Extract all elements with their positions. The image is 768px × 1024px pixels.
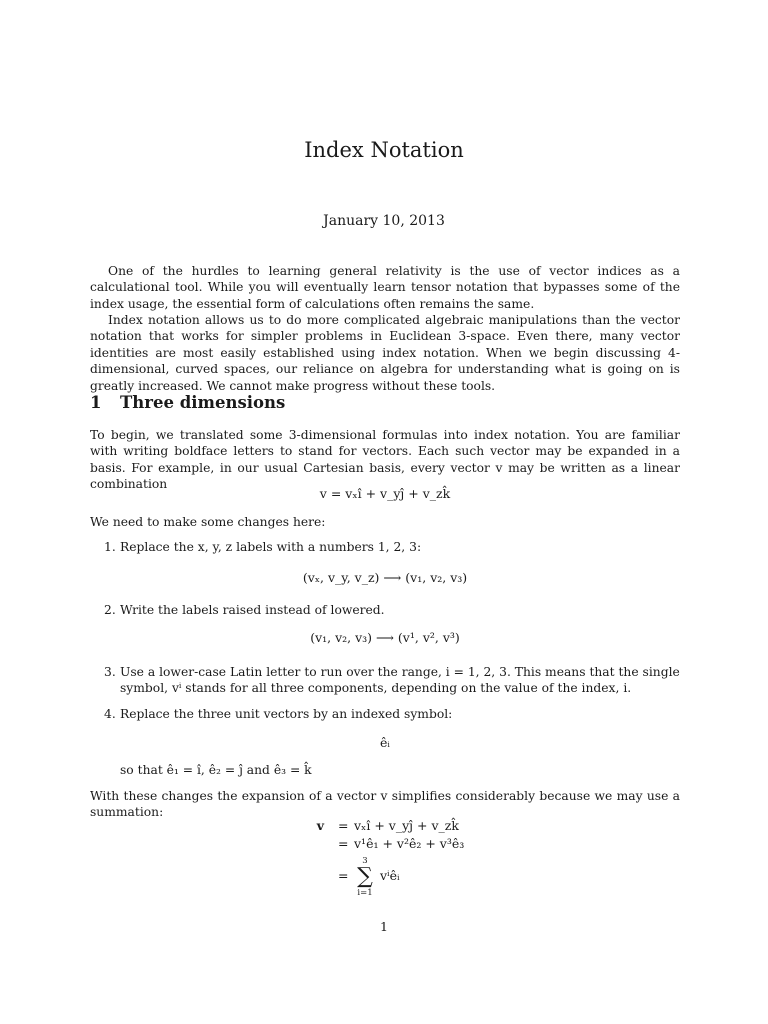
list-item-text: Replace the x, y, z labels with a numbers 1, 2, 3: <box>120 540 422 554</box>
equals-sign: = <box>338 836 349 851</box>
section-title: Three dimensions <box>120 393 286 412</box>
summation-term: vⁱêᵢ <box>380 868 400 883</box>
list-item-number: 4. <box>104 707 116 721</box>
equation-vector-expansion: v = vₓî + v_yĵ + v_zk̂ <box>319 486 451 501</box>
list-item-1 <box>104 539 680 555</box>
equation-basis-symbol: êᵢ <box>380 735 390 750</box>
section-paragraph-1: To begin, we translated some 3-dimensional formulas into index notation. You are familiar with writing boldface letters to stand for vectors. Each such vector may be expanded in a basis. For example, in our usual Cartesian basis, every vector v may be written as a linear combination <box>90 428 680 492</box>
list-item-number: 1. <box>104 540 116 554</box>
document-title: Index Notation <box>304 138 464 162</box>
section-heading <box>90 393 285 412</box>
list-item-number: 2. <box>104 603 116 617</box>
summation-upper-limit: 3 <box>362 856 368 866</box>
equation-rhs: vₓî + v_yĵ + v_zk̂ <box>354 818 459 833</box>
list-item-3 <box>104 664 680 696</box>
equation-relabel: (vₓ, v_y, v_z) ⟶ (v₁, v₂, v₃) <box>302 570 468 585</box>
section-paragraph-summation: With these changes the expansion of a vector v simplifies considerably because we may use a summation: <box>90 789 680 820</box>
section-number: 1 <box>90 393 102 412</box>
summation-icon <box>354 856 376 898</box>
document-date: January 10, 2013 <box>323 213 445 229</box>
section-paragraph-changes: We need to make some changes here: <box>90 515 326 529</box>
list-item-text: Use a lower-case Latin letter to run over the range, i = 1, 2, 3. This means that the single symbol, vⁱ stands for all three components, depending on the value of the index, i. <box>120 665 680 696</box>
intro-paragraph-2: Index notation allows us to do more complicated algebraic manipulations than the vector notation that works for simpler problems in Euclidean 3-space. Even there, many vector identities are most easily established using index notation. When we begin discussing 4-dimensional, curved spaces, our reliance on algebra for understanding what is going on is greatly increased. We cannot make progress without these tools. <box>90 313 680 393</box>
summation-lower-limit: i=1 <box>357 888 373 898</box>
list-item-2 <box>104 602 680 618</box>
equals-sign: = <box>338 818 349 833</box>
summation-symbol: ∑ <box>357 864 373 889</box>
equation-raise-index: (v₁, v₂, v₃) ⟶ (v¹, v², v³) <box>310 630 460 645</box>
equation-lhs: v <box>316 818 324 833</box>
equals-sign: = <box>338 868 349 883</box>
equation-rhs: v¹ê₁ + v²ê₂ + v³ê₃ <box>354 836 465 851</box>
basis-identification: so that ê₁ = î, ê₂ = ĵ and ê₃ = k̂ <box>120 763 312 777</box>
list-item-4 <box>104 706 680 722</box>
list-item-text: Replace the three unit vectors by an indexed symbol: <box>120 707 453 721</box>
intro-paragraph-1: One of the hurdles to learning general relativity is the use of vector indices as a calculational tool. While you will eventually learn tensor notation that bypasses some of the index usage, the essential form of calculations often remains the same. <box>90 264 680 311</box>
page-number: 1 <box>380 919 388 934</box>
list-item-text: Write the labels raised instead of lowered. <box>120 603 385 617</box>
list-item-number: 3. <box>104 665 116 679</box>
